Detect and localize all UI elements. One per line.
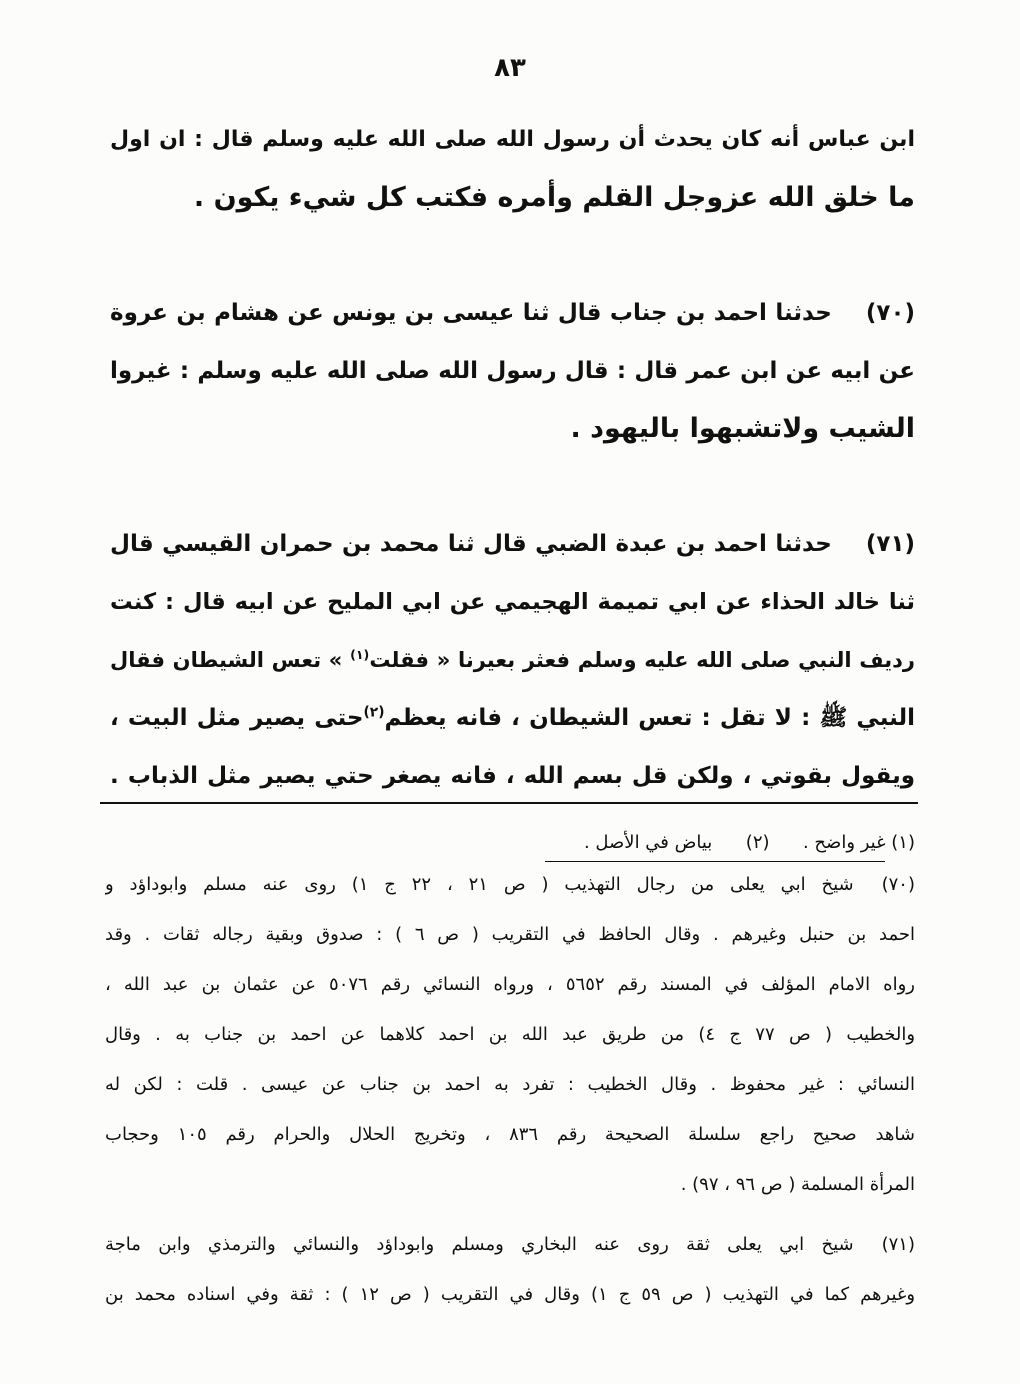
hadith-number: (٧١): [865, 531, 915, 557]
text-line: ابن عباس أنه كان يحدث أن رسول الله صلى الله عليه وسلم قال : ان اول: [110, 127, 915, 152]
footnote-line: المرأة المسلمة ( ص ٩٦ ، ٩٧) .: [680, 1174, 915, 1195]
footnote-separator-rule: [100, 802, 918, 804]
footnote-marker: (١): [891, 832, 915, 853]
text-segment: حتى يصير مثل البيت ،: [110, 705, 364, 731]
text-segment: النبي ﷺ : لا تقل : تعس الشيطان ، فانه يعظم: [384, 705, 915, 731]
footnote-line: وغيرهم كما في التهذيب ( ص ٥٩ ج ١) وقال في التقريب ( ص ١٢ ) : ثقة وفي اسناده محمد بن: [105, 1284, 915, 1305]
paragraph-hadith-70: [110, 284, 915, 458]
footnotes: [105, 860, 915, 1320]
text-segment: رديف النبي صلى الله عليه وسلم فعثر بعيرنا « فقلت: [369, 648, 915, 672]
footnote-marker: (١): [350, 647, 370, 662]
paragraph-continuation: [110, 111, 915, 227]
footnote-line: احمد بن حنبل وغيرهم . وقال الحافظ في التقريب ( ص ٦ ) : صدوق وبقية رجاله ثقات . وقد: [105, 924, 915, 945]
footnote-marker: (٢): [363, 704, 385, 721]
footnote-line: شاهد صحيح راجع سلسلة الصحيحة رقم ٨٣٦ ، وتخريج الحلال والحرام رقم ١٠٥ وحجاب: [105, 1124, 915, 1145]
footnote-number: (٧٠): [881, 874, 915, 895]
text-line: ما خلق الله عزوجل القلم وأمره فكتب كل شيء يكون .: [193, 182, 915, 213]
footnote-line: والخطيب ( ص ٧٧ ج ٤) من طريق عبد الله بن احمد كلاهما عن احمد بن جناب به . وقال: [105, 1024, 915, 1045]
footnote-hadith-70: [105, 860, 915, 1210]
footnote-marker: (٢): [745, 832, 770, 853]
text-line: الشيب ولاتشبهوا باليهود .: [570, 413, 915, 444]
footnote-line: رواه الامام المؤلف في المسند رقم ٥٦٥٢ ، ورواه النسائي رقم ٥٠٧٦ عن عثمان بن عبد الله ،: [105, 974, 915, 995]
footnote-hadith-71: [105, 1220, 915, 1320]
text-segment: » تعس الشيطان فقال: [110, 648, 343, 672]
footnote-text: غير واضح .: [802, 832, 886, 853]
page-number: ٨٣: [494, 53, 526, 83]
text-line: [110, 689, 915, 747]
text-segment: حدثنا احمد بن عبدة الضبي قال ثنا محمد بن حمران القيسي قال: [110, 531, 832, 557]
paragraph-hadith-71: [110, 515, 915, 805]
text-line: [110, 515, 915, 573]
text-segment: شيخ ابي يعلى ثقة روى عنه البخاري ومسلم وابوداؤد والنسائي والترمذي وابن ماجة: [105, 1234, 854, 1255]
text-segment: شيخ ابي يعلى من رجال التهذيب ( ص ٢١ ، ٢٢ ج ١) روى عنه مسلم وابوداؤد و: [105, 874, 854, 895]
text-line: ويقول بقوتي ، ولكن قل بسم الله ، فانه يصغر حتي يصير مثل الذباب .: [110, 763, 915, 789]
footnote-line: [105, 1220, 915, 1270]
footnote-line: [105, 860, 915, 910]
footnote-notes-line: [485, 826, 915, 860]
hadith-number: (٧٠): [865, 300, 915, 326]
footnote-line: النسائي : غير محفوظ . وقال الخطيب : تفرد به احمد بن جناب عن عيسى . قلت : لكن له: [105, 1074, 915, 1095]
text-line: [110, 284, 915, 342]
text-segment: حدثنا احمد بن جناب قال ثنا عيسى بن يونس عن هشام بن عروة: [110, 300, 832, 326]
main-text: [110, 111, 915, 805]
text-line: ثنا خالد الحذاء عن ابي تميمة الهجيمي عن ابي المليح عن ابيه قال : كنت: [110, 589, 915, 615]
text-line: [110, 631, 915, 689]
footnote-number: (٧١): [881, 1234, 915, 1255]
footnote-text: بياض في الأصل .: [583, 832, 713, 853]
text-line: عن ابيه عن ابن عمر قال : قال رسول الله صلى الله عليه وسلم : غيروا: [110, 358, 915, 384]
